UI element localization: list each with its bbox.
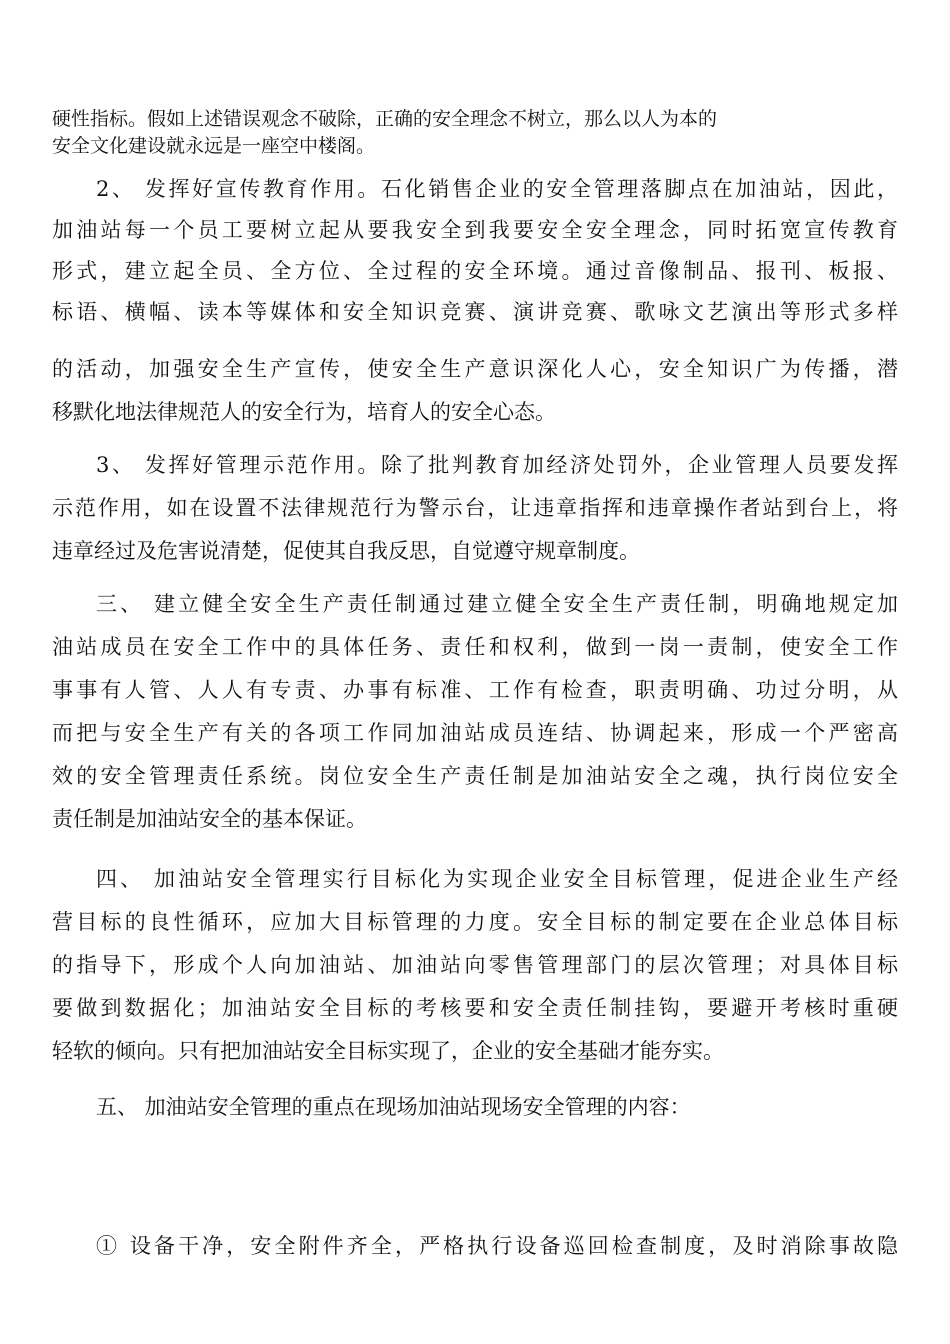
paragraph-line: 而把与安全生产有关的各项工作同加油站成员连结、协调起来，形成一个严密高 xyxy=(52,721,898,745)
paragraph-line: 加油站每一个员工要树立起从要我安全到我要安全安全理念，同时拓宽宣传教育 xyxy=(52,218,898,242)
paragraph-line: 移默化地法律规范人的安全行为，培育人的安全心态。 xyxy=(52,400,556,424)
paragraph-line: 3、 发挥好管理示范作用。除了批判教育加经济处罚外，企业管理人员要发挥 xyxy=(96,453,898,477)
paragraph-line: 形式，建立起全员、全方位、全过程的安全环境。通过音像制品、报刊、板报、 xyxy=(52,259,898,283)
paragraph-line: 要做到数据化；加油站安全目标的考核要和安全责任制挂钩，要避开考核时重硬 xyxy=(52,996,898,1020)
paragraph-line: 责任制是加油站安全的基本保证。 xyxy=(52,807,367,831)
paragraph-line: 示范作用，如在设置不法律规范行为警示台，让违章指挥和违章操作者站到台上，将 xyxy=(52,496,898,520)
paragraph-line: 效的安全管理责任系统。岗位安全生产责任制是加油站安全之魂，执行岗位安全 xyxy=(52,764,898,788)
paragraph-line: ① 设备干净，安全附件齐全，严格执行设备巡回检查制度，及时消除事故隐 xyxy=(96,1234,898,1258)
paragraph-line: 三、 建立健全安全生产责任制通过建立健全安全生产责任制，明确地规定加 xyxy=(96,592,898,616)
paragraph-line: 2、 发挥好宣传教育作用。石化销售企业的安全管理落脚点在加油站，因此， xyxy=(96,177,898,201)
paragraph-line: 五、 加油站安全管理的重点在现场加油站现场安全管理的内容： xyxy=(96,1095,691,1119)
paragraph-line: 的指导下，形成个人向加油站、加油站向零售管理部门的层次管理；对具体目标 xyxy=(52,953,898,977)
paragraph-line: 违章经过及危害说清楚，促使其自我反思，自觉遵守规章制度。 xyxy=(52,539,640,563)
paragraph-line: 安全文化建设就永远是一座空中楼阁。 xyxy=(52,135,376,157)
paragraph-line: 营目标的良性循环，应加大目标管理的力度。安全目标的制定要在企业总体目标 xyxy=(52,910,898,934)
paragraph-line: 硬性指标。假如上述错误观念不破除，正确的安全理念不树立，那么以人为本的 xyxy=(52,108,718,130)
paragraph-line: 的活动，加强安全生产宣传，使安全生产意识深化人心，安全知识广为传播，潜 xyxy=(52,357,898,381)
paragraph-line: 标语、横幅、读本等媒体和安全知识竞赛、演讲竞赛、歌咏文艺演出等形式多样 xyxy=(52,300,898,324)
paragraph-line: 轻软的倾向。只有把加油站安全目标实现了，企业的安全基础才能夯实。 xyxy=(52,1039,724,1063)
paragraph-line: 油站成员在安全工作中的具体任务、责任和权利，做到一岗一责制，使安全工作 xyxy=(52,635,898,659)
paragraph-line: 事事有人管、人人有专责、办事有标准、工作有检查，职责明确、功过分明，从 xyxy=(52,678,898,702)
paragraph-line: 四、 加油站安全管理实行目标化为实现企业安全目标管理，促进企业生产经 xyxy=(96,867,898,891)
